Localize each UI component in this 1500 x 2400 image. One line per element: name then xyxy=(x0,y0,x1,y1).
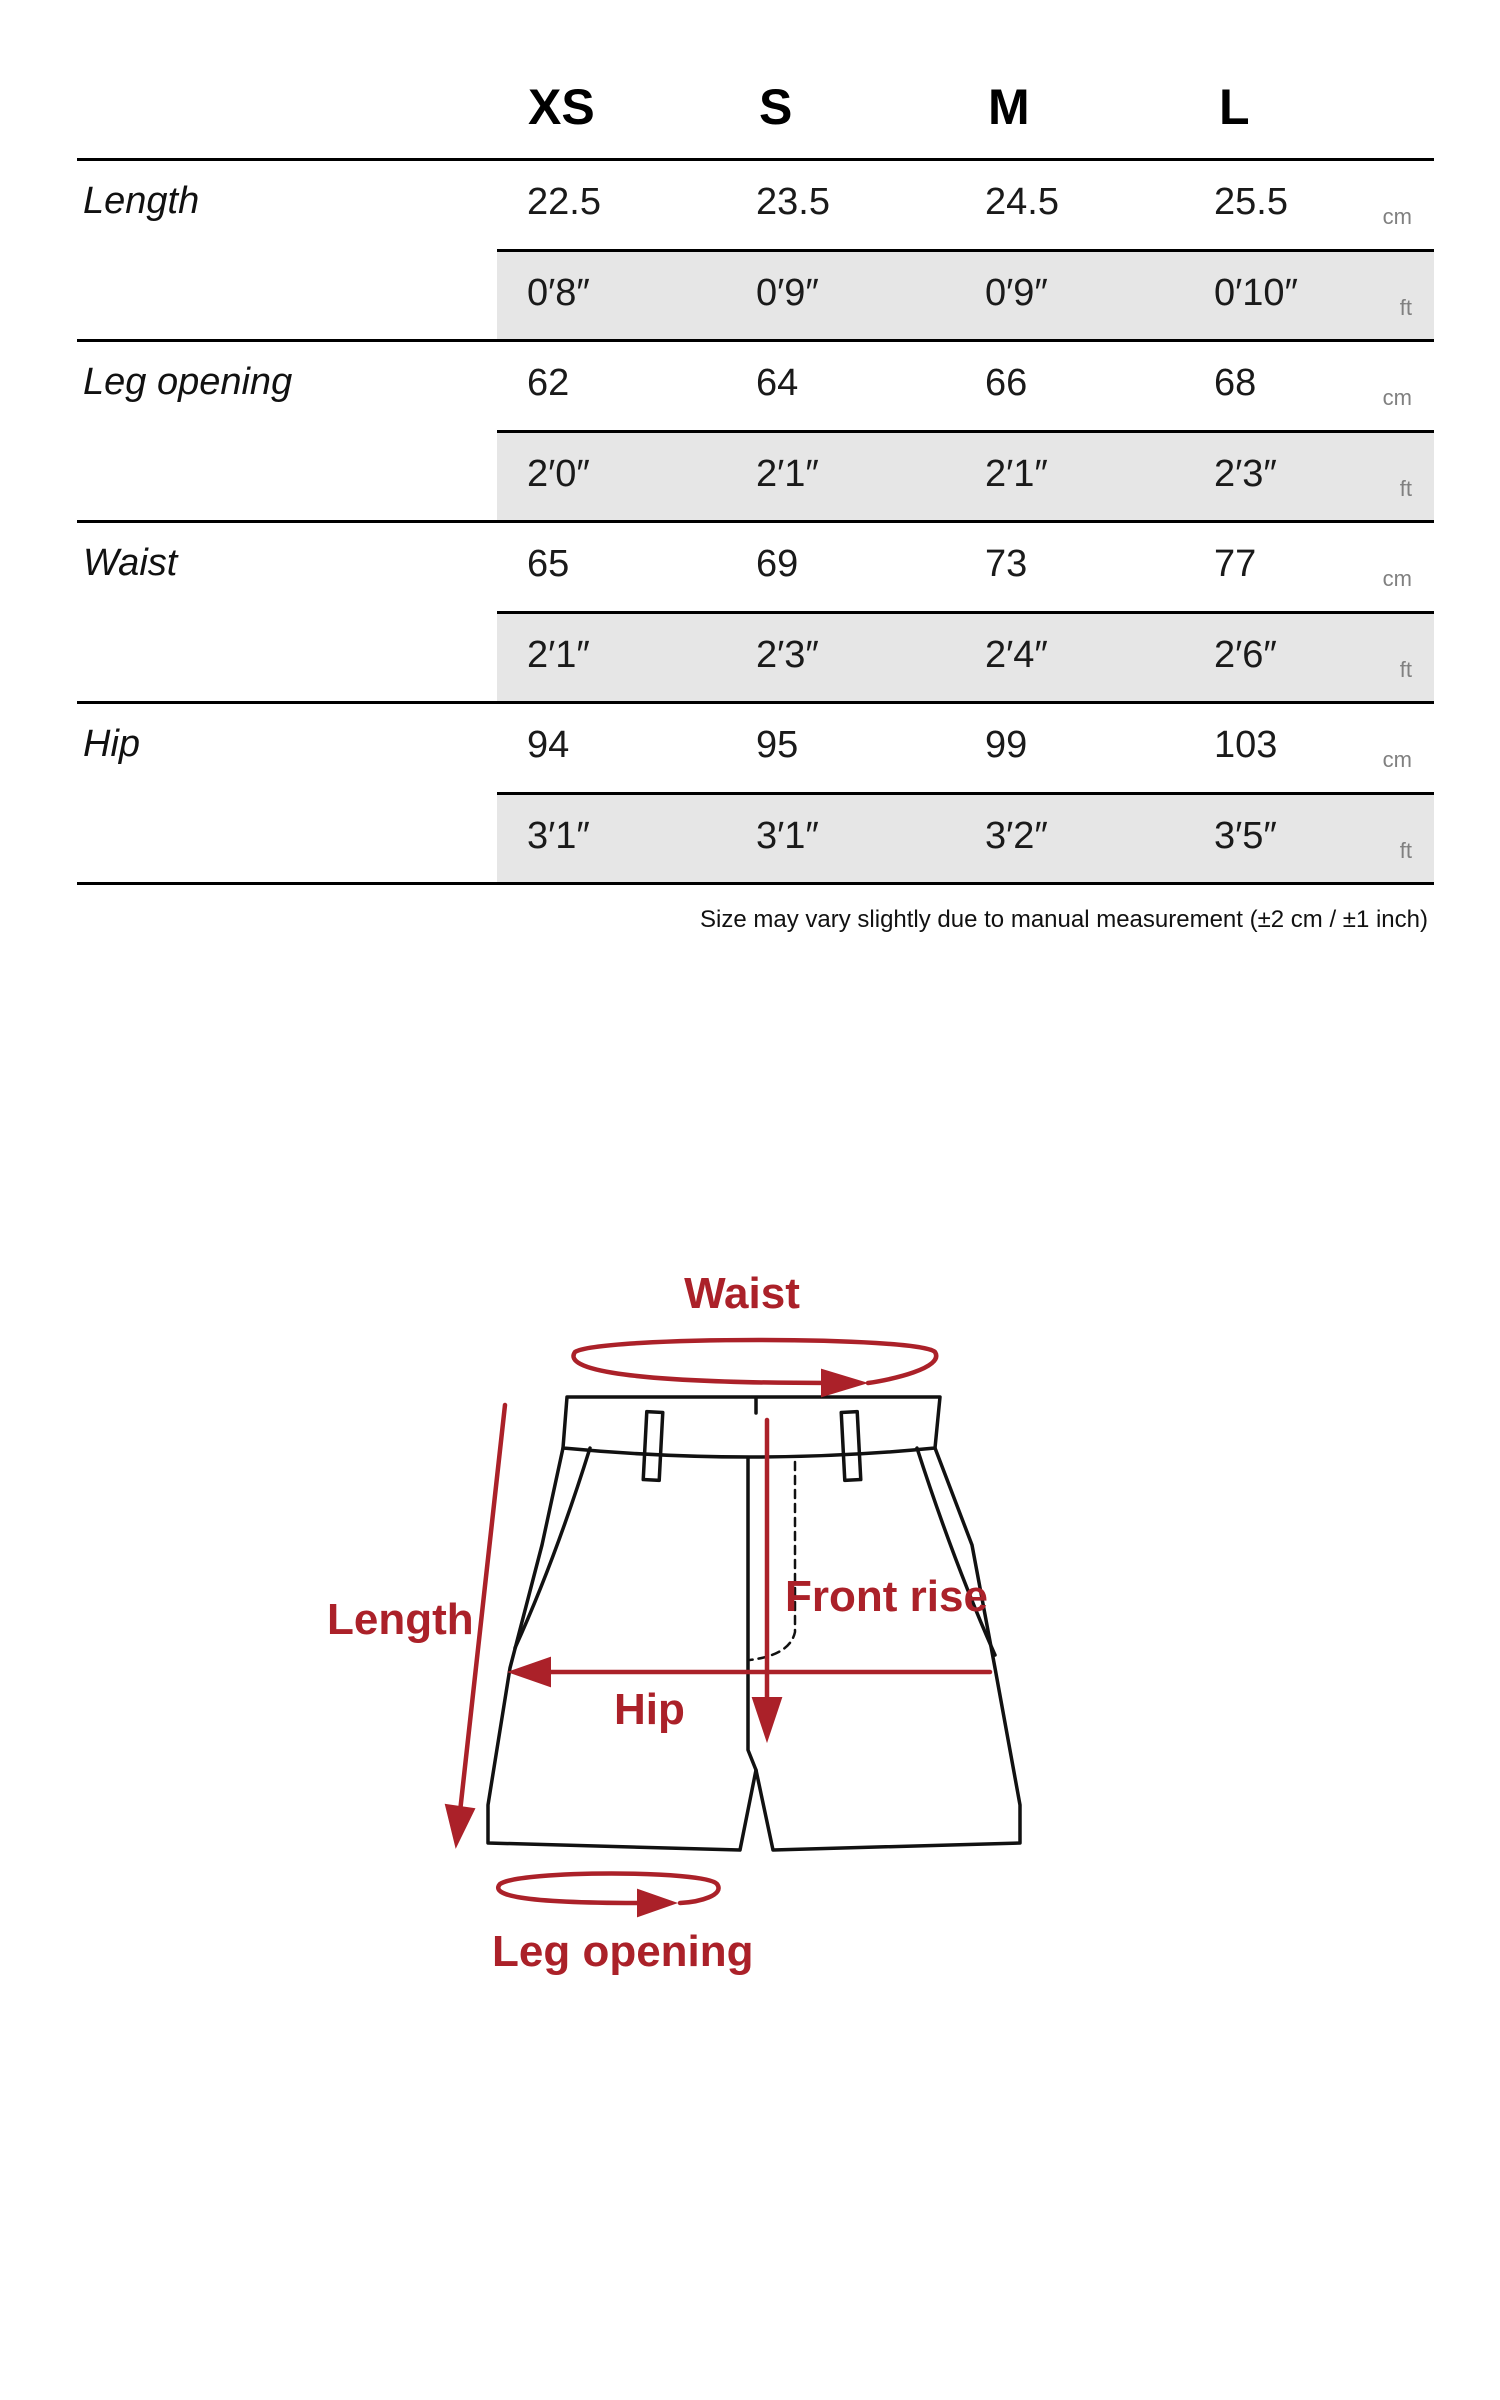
size-header-l: L xyxy=(1219,79,1250,135)
length-cm-m: 24.5 xyxy=(985,181,1059,223)
hip-cm-xs: 94 xyxy=(527,724,570,766)
measurement-note: Size may vary slightly due to manual measurement (±2 cm / ±1 inch) xyxy=(700,906,1428,933)
hip-label: Hip xyxy=(614,1685,685,1734)
unit-cm: cm xyxy=(1382,747,1412,772)
waist-label: Waist xyxy=(684,1269,800,1318)
unit-ft: ft xyxy=(1399,476,1412,501)
front-rise-label: Front rise xyxy=(785,1572,988,1621)
unit-cm: cm xyxy=(1382,204,1412,229)
size-header-xs: XS xyxy=(528,79,595,135)
pocket-right xyxy=(917,1448,995,1655)
leg-opening-ft-l: 2′3″ xyxy=(1214,453,1277,495)
row-label-leg-opening: Leg opening xyxy=(83,361,293,403)
waist-cm-m: 73 xyxy=(985,543,1028,585)
leg-opening-cm-m: 66 xyxy=(985,362,1028,404)
leg-opening-cm-l: 68 xyxy=(1214,362,1257,404)
hip-ft-l: 3′5″ xyxy=(1214,815,1277,857)
unit-cm: cm xyxy=(1382,566,1412,591)
unit-ft: ft xyxy=(1399,295,1412,320)
length-ft-m: 0′9″ xyxy=(985,272,1048,314)
length-label: Length xyxy=(327,1595,474,1644)
unit-ft: ft xyxy=(1399,838,1412,863)
row-label-length: Length xyxy=(83,180,200,222)
hip-ft-xs: 3′1″ xyxy=(527,815,590,857)
waist-cm-s: 69 xyxy=(756,543,799,585)
leg-opening-ft-m: 2′1″ xyxy=(985,453,1048,495)
leg-opening-ft-xs: 2′0″ xyxy=(527,453,590,495)
row-label-hip: Hip xyxy=(83,723,141,765)
row-label-waist: Waist xyxy=(83,542,178,584)
length-cm-l: 25.5 xyxy=(1214,181,1288,223)
waist-cm-xs: 65 xyxy=(527,543,570,585)
length-cm-s: 23.5 xyxy=(756,181,830,223)
hip-arrowhead xyxy=(510,1658,550,1686)
leg-opening-cm-s: 64 xyxy=(756,362,799,404)
hip-ft-s: 3′1″ xyxy=(756,815,819,857)
hip-cm-s: 95 xyxy=(756,724,799,766)
length-ft-l: 0′10″ xyxy=(1214,272,1298,314)
unit-ft: ft xyxy=(1399,657,1412,682)
leg-opening-ft-s: 2′1″ xyxy=(756,453,819,495)
waist-ft-l: 2′6″ xyxy=(1214,634,1277,676)
pocket-left xyxy=(515,1448,590,1648)
unit-cm: cm xyxy=(1382,385,1412,410)
leg-opening-label: Leg opening xyxy=(492,1927,754,1976)
waist-arrowhead xyxy=(822,1370,865,1396)
front-rise-arrowhead xyxy=(753,1698,781,1740)
waist-ft-xs: 2′1″ xyxy=(527,634,590,676)
waist-arrow xyxy=(573,1340,936,1383)
length-arrowhead xyxy=(446,1805,474,1846)
hip-cm-l: 103 xyxy=(1214,724,1278,766)
waistband xyxy=(563,1397,940,1457)
size-header-m: M xyxy=(988,79,1030,135)
leg-opening-cm-xs: 62 xyxy=(527,362,570,404)
center-seam xyxy=(748,1458,756,1770)
leg-opening-arrowhead xyxy=(638,1890,675,1916)
waist-cm-l: 77 xyxy=(1214,543,1257,585)
size-header-s: S xyxy=(759,79,793,135)
hip-ft-m: 3′2″ xyxy=(985,815,1048,857)
hip-cm-m: 99 xyxy=(985,724,1028,766)
fly-stitch xyxy=(750,1462,795,1660)
length-ft-xs: 0′8″ xyxy=(527,272,590,314)
leg-opening-arrow xyxy=(498,1874,718,1904)
waist-ft-m: 2′4″ xyxy=(985,634,1048,676)
waist-ft-s: 2′3″ xyxy=(756,634,819,676)
length-cm-xs: 22.5 xyxy=(527,181,601,223)
length-ft-s: 0′9″ xyxy=(756,272,819,314)
shorts-body xyxy=(488,1448,1020,1850)
shorts-illustration xyxy=(488,1397,1020,1850)
